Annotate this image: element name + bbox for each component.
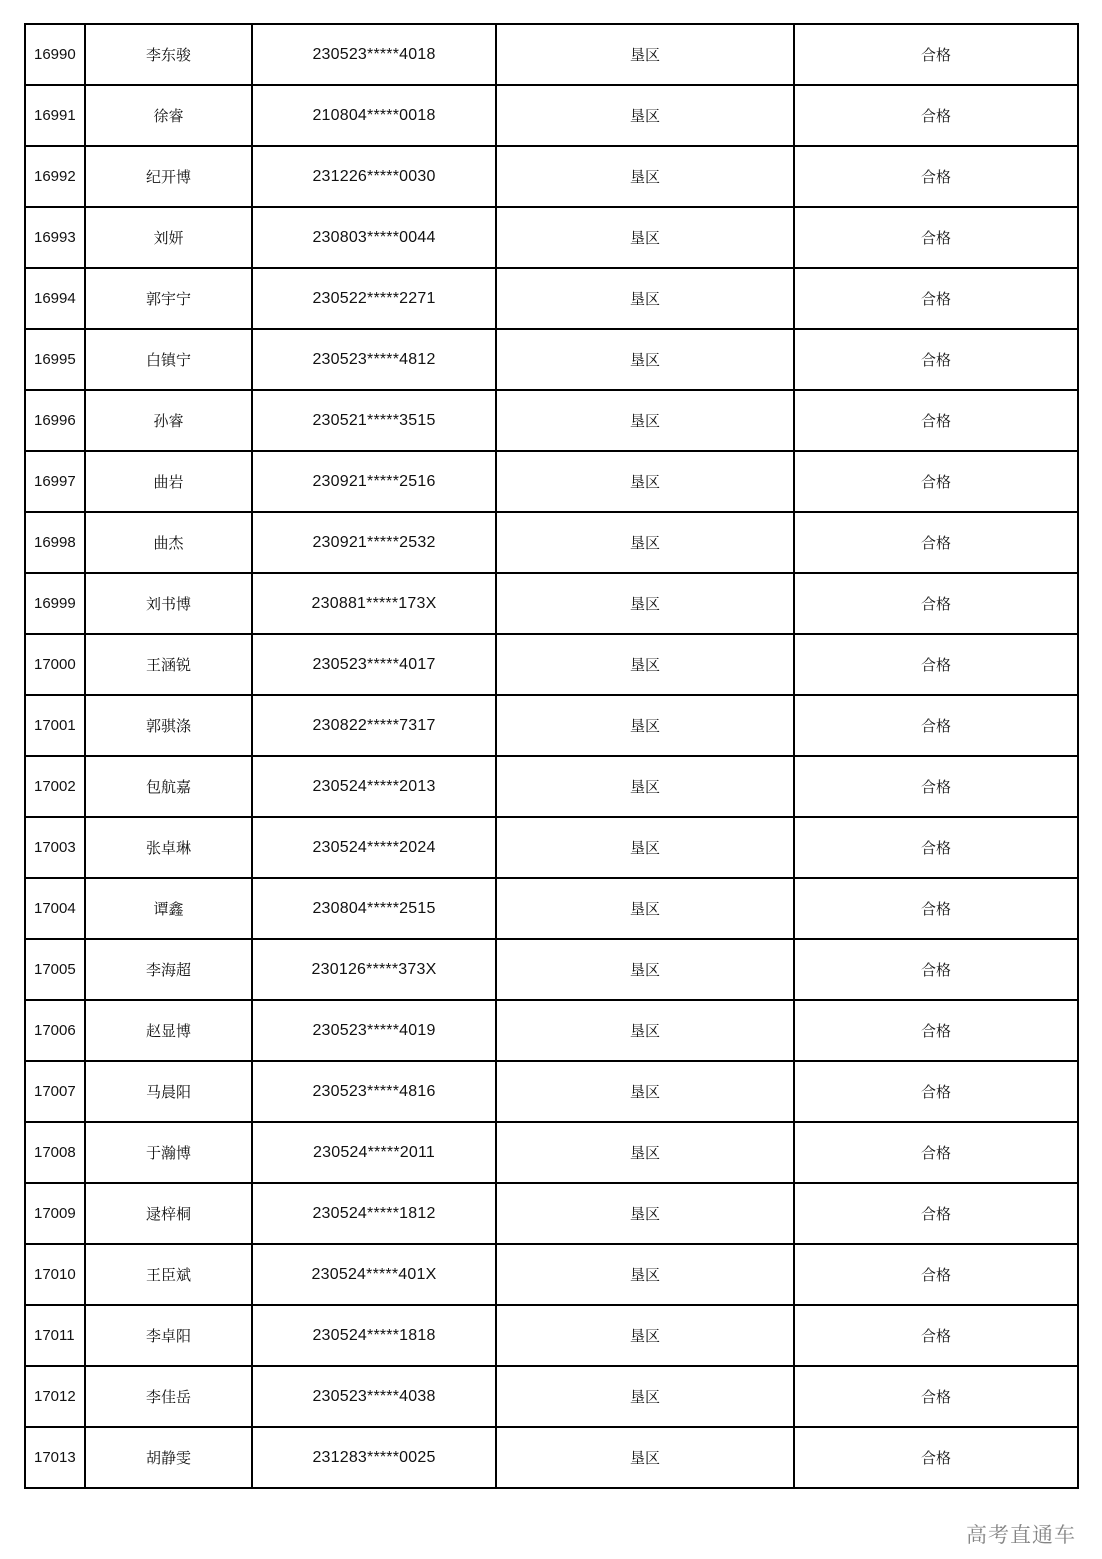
area-cell: 垦区 (496, 146, 794, 207)
table-row (25, 634, 1078, 695)
area-cell: 垦区 (496, 695, 794, 756)
area-cell: 垦区 (496, 85, 794, 146)
id-number-cell: 230523*****4812 (252, 329, 496, 390)
name-cell: 刘妍 (85, 207, 252, 268)
id-number-cell: 230524*****1812 (252, 1183, 496, 1244)
result-cell: 合格 (794, 634, 1078, 695)
id-number-cell: 230523*****4018 (252, 24, 496, 85)
id-number-cell: 230524*****2013 (252, 756, 496, 817)
name-cell: 李卓阳 (85, 1305, 252, 1366)
serial-number-cell: 17008 (25, 1122, 85, 1183)
area-cell: 垦区 (496, 512, 794, 573)
result-cell: 合格 (794, 24, 1078, 85)
result-cell: 合格 (794, 1305, 1078, 1366)
result-cell: 合格 (794, 878, 1078, 939)
serial-number-cell: 17010 (25, 1244, 85, 1305)
table-row (25, 85, 1078, 146)
area-cell: 垦区 (496, 1000, 794, 1061)
serial-number-cell: 16995 (25, 329, 85, 390)
table-row (25, 24, 1078, 85)
name-cell: 徐睿 (85, 85, 252, 146)
name-cell: 曲杰 (85, 512, 252, 573)
result-cell: 合格 (794, 207, 1078, 268)
serial-number-cell: 17003 (25, 817, 85, 878)
serial-number-cell: 16990 (25, 24, 85, 85)
result-cell: 合格 (794, 451, 1078, 512)
id-number-cell: 230521*****3515 (252, 390, 496, 451)
id-number-cell: 230523*****4816 (252, 1061, 496, 1122)
serial-number-cell: 17011 (25, 1305, 85, 1366)
id-number-cell: 230523*****4017 (252, 634, 496, 695)
name-cell: 胡静雯 (85, 1427, 252, 1488)
name-cell: 赵显博 (85, 1000, 252, 1061)
serial-number-cell: 16994 (25, 268, 85, 329)
id-number-cell: 230921*****2532 (252, 512, 496, 573)
name-cell: 孙睿 (85, 390, 252, 451)
area-cell: 垦区 (496, 1061, 794, 1122)
table-row (25, 1427, 1078, 1488)
area-cell: 垦区 (496, 756, 794, 817)
result-cell: 合格 (794, 512, 1078, 573)
result-cell: 合格 (794, 390, 1078, 451)
id-number-cell: 230822*****7317 (252, 695, 496, 756)
table-row (25, 390, 1078, 451)
id-number-cell: 230881*****173X (252, 573, 496, 634)
area-cell: 垦区 (496, 878, 794, 939)
area-cell: 垦区 (496, 268, 794, 329)
area-cell: 垦区 (496, 573, 794, 634)
serial-number-cell: 17013 (25, 1427, 85, 1488)
table-row (25, 1366, 1078, 1427)
table-row (25, 1305, 1078, 1366)
id-number-cell: 230804*****2515 (252, 878, 496, 939)
serial-number-cell: 16993 (25, 207, 85, 268)
area-cell: 垦区 (496, 451, 794, 512)
table-row (25, 1122, 1078, 1183)
serial-number-cell: 17002 (25, 756, 85, 817)
area-cell: 垦区 (496, 390, 794, 451)
table-row (25, 329, 1078, 390)
result-cell: 合格 (794, 1122, 1078, 1183)
name-cell: 刘书博 (85, 573, 252, 634)
result-cell: 合格 (794, 1366, 1078, 1427)
area-cell: 垦区 (496, 1244, 794, 1305)
id-number-cell: 230524*****401X (252, 1244, 496, 1305)
id-number-cell: 230522*****2271 (252, 268, 496, 329)
name-cell: 郭宇宁 (85, 268, 252, 329)
table-row (25, 878, 1078, 939)
id-number-cell: 210804*****0018 (252, 85, 496, 146)
result-cell: 合格 (794, 1183, 1078, 1244)
result-cell: 合格 (794, 85, 1078, 146)
area-cell: 垦区 (496, 207, 794, 268)
table-row (25, 817, 1078, 878)
result-cell: 合格 (794, 573, 1078, 634)
result-cell: 合格 (794, 329, 1078, 390)
id-number-cell: 230523*****4019 (252, 1000, 496, 1061)
name-cell: 包航嘉 (85, 756, 252, 817)
table-row (25, 1183, 1078, 1244)
serial-number-cell: 17012 (25, 1366, 85, 1427)
name-cell: 李海超 (85, 939, 252, 1000)
name-cell: 郭骐涤 (85, 695, 252, 756)
serial-number-cell: 16996 (25, 390, 85, 451)
result-cell: 合格 (794, 146, 1078, 207)
area-cell: 垦区 (496, 634, 794, 695)
result-cell: 合格 (794, 268, 1078, 329)
area-cell: 垦区 (496, 329, 794, 390)
area-cell: 垦区 (496, 939, 794, 1000)
table-row (25, 512, 1078, 573)
id-number-cell: 230524*****2024 (252, 817, 496, 878)
table-row (25, 756, 1078, 817)
table-row (25, 1000, 1078, 1061)
id-number-cell: 231283*****0025 (252, 1427, 496, 1488)
area-cell: 垦区 (496, 1122, 794, 1183)
area-cell: 垦区 (496, 1366, 794, 1427)
serial-number-cell: 17005 (25, 939, 85, 1000)
id-number-cell: 231226*****0030 (252, 146, 496, 207)
area-cell: 垦区 (496, 24, 794, 85)
table-row (25, 1061, 1078, 1122)
serial-number-cell: 17000 (25, 634, 85, 695)
serial-number-cell: 17004 (25, 878, 85, 939)
serial-number-cell: 16991 (25, 85, 85, 146)
name-cell: 白镇宁 (85, 329, 252, 390)
serial-number-cell: 16997 (25, 451, 85, 512)
name-cell: 于瀚博 (85, 1122, 252, 1183)
table-row (25, 451, 1078, 512)
table-row (25, 939, 1078, 1000)
name-cell: 李东骏 (85, 24, 252, 85)
result-cell: 合格 (794, 1000, 1078, 1061)
name-cell: 马晨阳 (85, 1061, 252, 1122)
name-cell: 王臣斌 (85, 1244, 252, 1305)
id-number-cell: 230803*****0044 (252, 207, 496, 268)
table-row (25, 268, 1078, 329)
result-cell: 合格 (794, 1244, 1078, 1305)
table-row (25, 146, 1078, 207)
watermark-text: 高考直通车 (966, 1523, 1076, 1547)
serial-number-cell: 17001 (25, 695, 85, 756)
id-number-cell: 230524*****2011 (252, 1122, 496, 1183)
table-row (25, 207, 1078, 268)
name-cell: 纪开博 (85, 146, 252, 207)
id-number-cell: 230524*****1818 (252, 1305, 496, 1366)
serial-number-cell: 16998 (25, 512, 85, 573)
table-row (25, 1244, 1078, 1305)
result-cell: 合格 (794, 695, 1078, 756)
serial-number-cell: 17007 (25, 1061, 85, 1122)
name-cell: 谭鑫 (85, 878, 252, 939)
name-cell: 逯梓桐 (85, 1183, 252, 1244)
serial-number-cell: 17009 (25, 1183, 85, 1244)
result-cell: 合格 (794, 1427, 1078, 1488)
name-cell: 王涵锐 (85, 634, 252, 695)
id-number-cell: 230126*****373X (252, 939, 496, 1000)
area-cell: 垦区 (496, 1183, 794, 1244)
serial-number-cell: 16999 (25, 573, 85, 634)
name-cell: 曲岩 (85, 451, 252, 512)
area-cell: 垦区 (496, 817, 794, 878)
table-row (25, 695, 1078, 756)
result-cell: 合格 (794, 756, 1078, 817)
area-cell: 垦区 (496, 1305, 794, 1366)
area-cell: 垦区 (496, 1427, 794, 1488)
id-number-cell: 230523*****4038 (252, 1366, 496, 1427)
result-cell: 合格 (794, 939, 1078, 1000)
name-cell: 李佳岳 (85, 1366, 252, 1427)
id-number-cell: 230921*****2516 (252, 451, 496, 512)
table-row (25, 573, 1078, 634)
name-cell: 张卓琳 (85, 817, 252, 878)
result-cell: 合格 (794, 817, 1078, 878)
serial-number-cell: 16992 (25, 146, 85, 207)
results-table (24, 23, 1079, 1489)
result-cell: 合格 (794, 1061, 1078, 1122)
results-table-body (25, 24, 1078, 1488)
serial-number-cell: 17006 (25, 1000, 85, 1061)
